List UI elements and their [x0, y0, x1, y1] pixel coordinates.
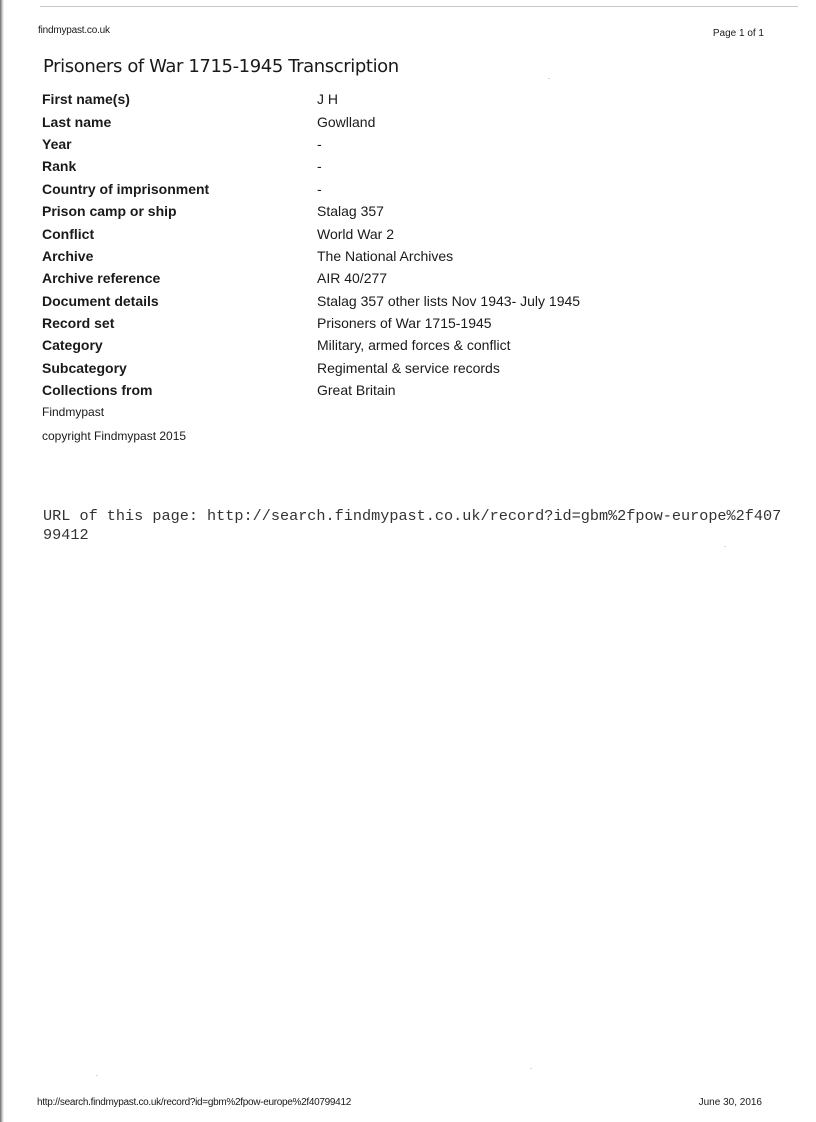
field-row-first-names: [42, 88, 580, 110]
field-row-rank: [42, 155, 580, 177]
field-row-country-of-imprisonment: [42, 178, 580, 200]
field-value: -: [317, 180, 322, 197]
field-label: Subcategory: [42, 359, 127, 376]
field-value: Stalag 357: [317, 203, 384, 220]
scan-speck: [96, 1075, 98, 1076]
field-value: AIR 40/277: [317, 270, 388, 287]
field-row-prison-camp: [42, 200, 580, 222]
field-row-last-name: [42, 110, 580, 132]
field-value: Great Britain: [317, 382, 396, 399]
field-label: Prison camp or ship: [42, 203, 177, 220]
footer-url: http://search.findmypast.co.uk/record?id=gbm%2fpow-europe%2f40799412: [37, 1097, 351, 1108]
field-value: Prisoners of War 1715-1945: [317, 315, 492, 332]
scan-speck: [548, 78, 550, 79]
field-value: World War 2: [317, 225, 395, 242]
field-row-archive-reference: [42, 267, 580, 289]
scan-speck: [724, 546, 726, 547]
field-value: -: [317, 135, 322, 152]
field-label: Country of imprisonment: [42, 180, 210, 197]
scan-top-line: [40, 6, 798, 7]
record-fields-table: [42, 88, 580, 401]
field-row-category: [42, 334, 580, 356]
header-site-name: findmypast.co.uk: [38, 25, 110, 36]
field-value: J H: [317, 91, 338, 108]
field-row-record-set: [42, 312, 580, 334]
scan-edge-shadow: [0, 0, 4, 1122]
field-label: Rank: [42, 158, 77, 175]
field-label: Record set: [42, 315, 115, 332]
footer-date: June 30, 2016: [698, 1097, 762, 1108]
field-row-document-details: [42, 290, 580, 312]
field-label: First name(s): [42, 91, 130, 108]
field-label: Collections from: [42, 382, 153, 399]
field-row-year: [42, 133, 580, 155]
field-row-archive: [42, 245, 580, 267]
field-label: Year: [42, 135, 72, 152]
field-row-collections-from: [42, 379, 580, 401]
header-page-number: Page 1 of 1: [712, 28, 764, 39]
field-row-subcategory: [42, 357, 580, 379]
field-value: Gowlland: [317, 113, 376, 130]
copyright-notice: copyright Findmypast 2015: [42, 429, 187, 443]
page-url-line: URL of this page: http://search.findmypast.co.uk/record?id=gbm%2fpow-europe%2f40799412: [43, 507, 782, 544]
field-value: -: [317, 158, 322, 175]
scan-speck: [530, 1068, 532, 1069]
field-value: Military, armed forces & conflict: [317, 337, 511, 354]
field-label: Archive: [42, 247, 94, 264]
field-value: Stalag 357 other lists Nov 1943- July 1945: [317, 292, 581, 309]
field-value: The National Archives: [317, 247, 454, 264]
field-label: Last name: [42, 113, 112, 130]
field-value: Regimental & service records: [317, 359, 500, 376]
field-label: Document details: [42, 292, 159, 309]
field-row-conflict: [42, 222, 580, 244]
document-title: Prisoners of War 1715-1945 Transcription: [43, 56, 399, 77]
field-label: Archive reference: [42, 270, 161, 287]
field-label: Category: [42, 337, 103, 354]
field-label: Conflict: [42, 225, 95, 242]
provider-credit: Findmypast: [42, 405, 105, 419]
